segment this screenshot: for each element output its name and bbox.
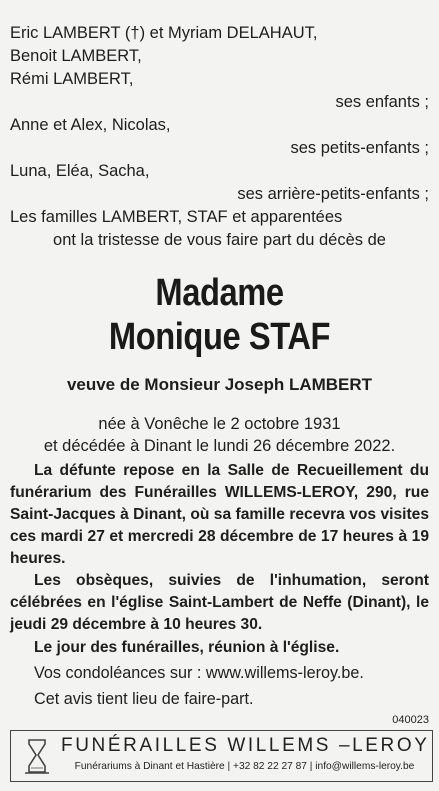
hourglass-logo-icon [17,735,57,777]
birth-line: née à Vonêche le 2 octobre 1931 [98,415,341,433]
great-grandchildren-label: ses arrière-petits-enfants ; [237,185,429,203]
family-line: Benoit LAMBERT, [10,47,142,65]
condolences-text: Vos condoléances sur : www.willems-leroy.be. [34,664,364,682]
condolences-paragraph [10,662,429,684]
family-line: Anne et Alex, Nicolas, [10,116,171,134]
announcement-line: ont la tristesse de vous faire part du décès de [53,231,386,249]
deceased-title: Madame [155,272,284,314]
funeral-home-contact: Funérariums à Dinant et Hastière | +32 82 22 27 87 | info@willems-leroy.be [74,761,415,772]
meeting-text: Le jour des funérailles, réunion à l'église. [34,639,340,656]
family-line: Rémi LAMBERT, [10,70,134,88]
children-label: ses enfants ; [335,93,429,111]
rest-text: La défunte repose en la Salle de Recueillement du funérarium des Funérailles WILLEMS-LEROY, 290, rue Saint-Jacques à Dinant, où sa famille recevra vos visites ces mardi 27 et mercredi 28 décembre de 17 heures à 19 heures. [10,462,429,567]
rest-paragraph [10,460,429,570]
death-line: et décédée à Dinant le lundi 26 décembre 2022. [43,437,396,455]
funeral-home-name: FUNÉRAILLES WILLEMS –LEROY [61,735,430,756]
reference-code: 040023 [392,714,429,726]
funeral-paragraph [10,570,429,636]
notice-paragraph [10,688,429,710]
birth-death-block [0,413,439,457]
deceased-name: Monique STAF [108,316,331,358]
funeral-text: Les obsèques, suivies de l'inhumation, seront célébrées en l'église Saint-Lambert de Neffe (Dinant), le jeudi 29 décembre à 10 heures 30. [10,572,429,633]
widow-of-line: veuve de Monsieur Joseph LAMBERT [66,375,373,394]
family-line: Luna, Eléa, Sacha, [10,162,150,180]
meeting-paragraph [10,637,429,659]
family-line: Eric LAMBERT (†) et Myriam DELAHAUT, [10,24,318,42]
grandchildren-label: ses petits-enfants ; [290,139,429,157]
notice-text: Cet avis tient lieu de faire-part. [34,690,254,708]
funeral-home-banner [10,730,433,782]
family-line: Les familles LAMBERT, STAF et apparentées [10,208,343,226]
family-list [10,22,429,252]
